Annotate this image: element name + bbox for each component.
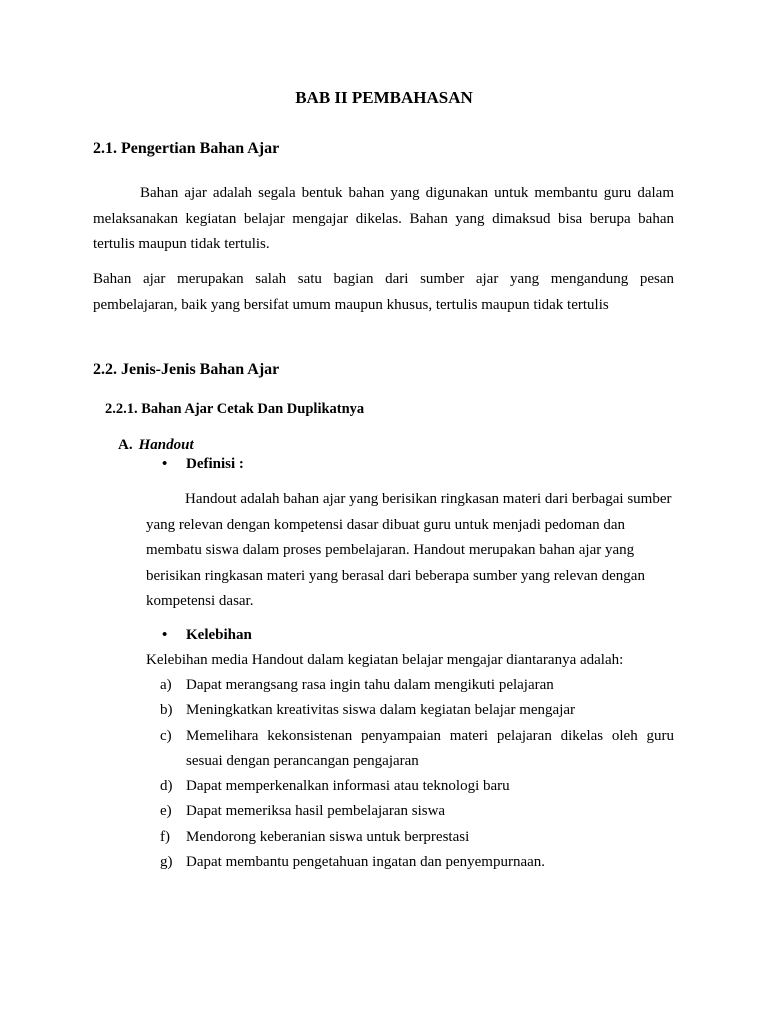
handout-definition-text: Handout adalah bahan ajar yang berisikan ringkasan materi dari berbagai sumber yang relevan dengan kompetensi dasar dibuat guru untuk menjadi pedoman dan membatu siswa dalam proses pembelajaran. Handout merupakan bahan ajar yang berisikan ringkasan materi yang berasal dari beberapa sumber yang relevan dengan kompetensi dasar. <box>146 491 672 609</box>
bullet-label-definisi: Definisi : <box>186 456 244 472</box>
subsection-heading-2-2-1: 2.2.1. Bahan Ajar Cetak Dan Duplikatnya <box>105 401 365 417</box>
list-item: e) Dapat memeriksa hasil pembelajaran siswa <box>160 803 446 820</box>
bullet-kelebihan <box>162 627 252 644</box>
section-heading-2-1: 2.1. Pengertian Bahan Ajar <box>93 140 280 157</box>
kelebihan-intro-text: Kelebihan media Handout dalam kegiatan belajar mengajar diantaranya adalah: <box>146 652 624 668</box>
paragraph-definition-1: Bahan ajar adalah segala bentuk bahan yang digunakan untuk membantu guru dalam melaksanakan kegiatan belajar mengajar dikelas. Bahan yang dimaksud bisa berupa bahan tertulis maupun tidak tertulis. <box>93 185 674 252</box>
list-item: c) Memelihara kekonsistenan penyampaian materi pelajaran dikelas oleh guru sesuai dengan perancangan pengajaran <box>160 727 674 769</box>
list-item: f) Mendorong keberanian siswa untuk berprestasi <box>160 828 470 845</box>
lettered-item-a <box>118 437 194 454</box>
bullet-definisi <box>162 456 244 473</box>
bullet-label-kelebihan: Kelebihan <box>186 627 252 643</box>
item-label-handout: Handout <box>138 437 194 453</box>
list-item: g) Dapat membantu pengetahuan ingatan dan penyempurnaan. <box>160 854 546 871</box>
list-item: d) Dapat memperkenalkan informasi atau teknologi baru <box>160 778 510 795</box>
list-item: b) Meningkatkan kreativitas siswa dalam kegiatan belajar mengajar <box>160 702 576 719</box>
kelebihan-list <box>160 673 674 875</box>
list-item: a) Dapat merangsang rasa ingin tahu dalam mengikuti pelajaran <box>160 677 554 693</box>
section-heading-2-2: 2.2. Jenis-Jenis Bahan Ajar <box>93 361 280 378</box>
paragraph-definition-2: Bahan ajar merupakan salah satu bagian dari sumber ajar yang mengandung pesan pembelajaran, baik yang bersifat umum maupun khusus, tertulis maupun tidak tertulis <box>93 271 674 313</box>
item-letter: A. <box>118 437 133 453</box>
bullet-icon: • <box>162 627 168 643</box>
document-title: BAB II PEMBAHASAN <box>295 88 473 107</box>
bullet-icon: • <box>162 456 168 472</box>
